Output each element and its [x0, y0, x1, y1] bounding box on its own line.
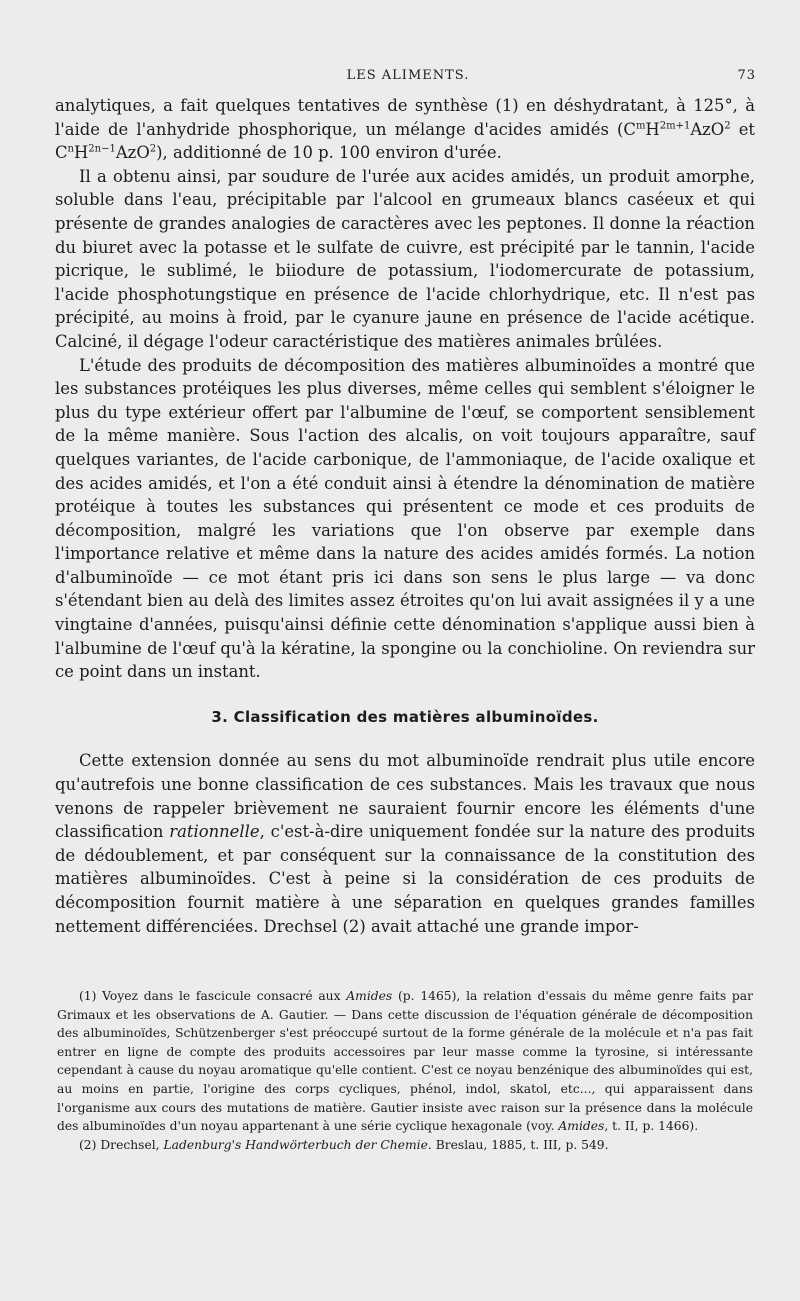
text-run: . Breslau, 1885, t. III, p. 549.: [427, 1137, 609, 1152]
text-run: analytiques, a fait quelques tentatives de synthèse (1) en déshydratant, à 125°, à l'aide de l'anhydride phosphorique, un mélange d'acides amidés (C: [55, 96, 755, 139]
text-run: ), additionné de 10 p. 100 environ d'urée.: [156, 143, 502, 163]
paragraph-2: Il a obtenu ainsi, par soudure de l'urée aux acides amidés, un produit amorphe, soluble dans l'eau, précipitable par l'alcool en grumeaux blancs caséeux et qui présente de grandes analogies de caractères avec les peptones. Il donne la réaction du biuret avec la potasse et le sulfate de cuivre, est précipité par le tannin, l'acide picrique, le sublimé, le biiodure de potassium, l'iodomercurate de potassium, l'acide phosphotungstique en présence de l'acide chlorhydrique, etc. Il n'est pas précipité, au moins à froid, par le cyanure jaune en présence de l'acide acétique. Calciné, il dégage l'odeur caractéristique des matières animales brûlées.: [55, 166, 755, 351]
superscript: 2n−1: [88, 143, 116, 155]
italic-run: rationnelle: [169, 822, 260, 842]
text-run: et C: [55, 119, 756, 163]
text-run: AzO: [115, 143, 150, 163]
text-run: (2) Drechsel,: [79, 1137, 164, 1152]
italic-run: Amides: [558, 1119, 605, 1134]
footnotes: [57, 987, 753, 1154]
text-run: H: [74, 143, 89, 163]
section-heading: 3. Classification des matières albuminoïdes.: [211, 707, 599, 726]
running-title: LES ALIMENTS.: [346, 68, 470, 83]
paragraph-4: [55, 749, 755, 938]
italic-run: Ladenburg's Handwörterbuch der Chemie: [163, 1137, 428, 1152]
superscript: 2: [149, 143, 157, 155]
main-text: [55, 94, 755, 938]
text-run: AzO: [690, 119, 725, 139]
footnote-1: [57, 987, 753, 1136]
superscript: n: [67, 143, 74, 155]
page-number: 73: [737, 68, 756, 83]
text-run: , c'est-à-dire uniquement fondée sur la nature des produits de dédoublement, et par conséquent sur la connaissance de la constitution des matières albuminoïdes. C'est à peine si la considération de ces produits de décomposition fournit matière à une séparation en quelques grandes familles nettement différenciées. Drechsel (2) avait attaché une grande impor-: [55, 822, 755, 936]
paragraph-3: L'étude des produits de décomposition des matières albuminoïdes a montré que les substances protéiques les plus diverses, même celles qui semblent s'éloigner le plus du type extérieur offert par l'albumine de l'œuf, se comportent sensiblement de la même manière. Sous l'action des alcalis, on voit toujours apparaître, sauf quelques variantes, de l'acide carbonique, de l'ammoniaque, de l'acide oxalique et des acides amidés, et l'on a été conduit ainsi à étendre la dénomination de matière protéique à toutes les substances qui présentent ce mode et ces produits de décomposition, malgré les variations que l'on observe par exemple dans l'importance relative et même dans la nature des acides amidés formés. La notion d'albuminoïde — ce mot étant pris ici dans son sens le plus large — va donc s'étendant bien au delà des limites assez étroites qu'on lui avait assignées il y a une vingtaine d'années, puisqu'ainsi définie cette dénomination s'applique aussi bien à l'albumine de l'œuf qu'à la kératine, la spongine ou la conchioline. On reviendra sur ce point dans un instant.: [55, 355, 755, 682]
text-run: (1) Voyez dans le fascicule consacré aux: [79, 989, 347, 1003]
running-header: [60, 68, 756, 88]
text-run: (p. 1465), la relation d'essais du même genre faits par Grimaux et les observations de A. Gautier. — Dans cette discussion de l'équation générale de décomposition des albuminoïdes, Schützenberger s'est préoccupé surtout de la forme générale de la molécule et n'a pas fait entrer en ligne de compte des produits accessoires par leur masse comme la tyrosine, si intéressante cependant à cause du noyau aromatique qu'elle contient. C'est ce noyau benzénique des albuminoïdes qui est, au moins en partie, l'origine des corps cycliques, phénol, indol, skatol, etc..., qui apparaissent dans l'organisme aux cours des mutations de matière. Gautier insiste avec raison sur la présence dans la molécule des albuminoïdes d'un noyau appartenant à une série cyclique hexagonale (voy.: [57, 989, 753, 1134]
superscript: m: [635, 120, 646, 132]
superscript: 2: [724, 120, 731, 132]
superscript: 2m+1: [659, 120, 691, 132]
text-run: H: [645, 119, 660, 139]
italic-run: Amides: [346, 989, 393, 1003]
text-run: Cette extension donnée au sens du mot albuminoïde rendrait plus utile encore qu'autrefois une bonne classification de ces substances. Mais les travaux que nous venons de rappeler brièvement ne sauraient fournir encore les éléments d'une classification: [55, 751, 755, 842]
text-run: , t. II, p. 1466).: [604, 1119, 699, 1134]
paragraph-1: [55, 94, 755, 165]
footnote-2: [57, 1136, 753, 1155]
